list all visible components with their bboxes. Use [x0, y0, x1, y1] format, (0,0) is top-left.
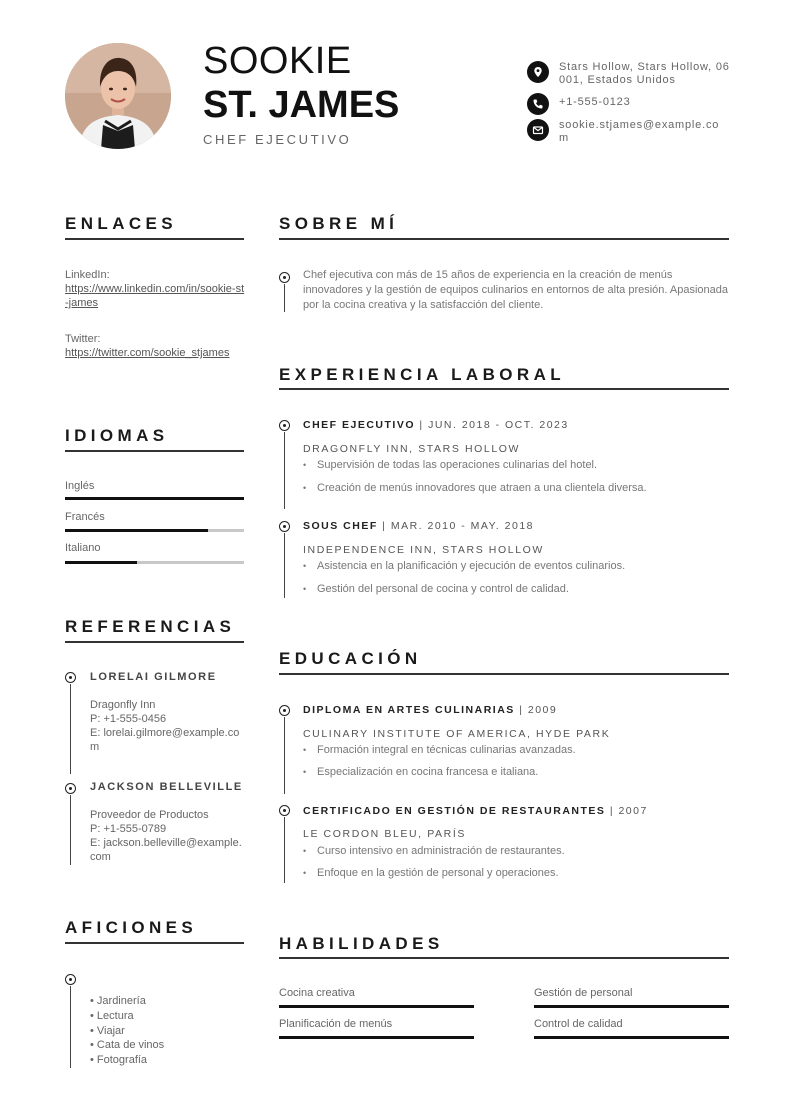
hobbies-title: AFICIONES	[65, 918, 198, 937]
experience-1-place: DRAGONFLY INN, STARS HOLLOW	[303, 443, 521, 455]
references-rule	[65, 641, 244, 643]
experience-title: EXPERIENCIA LABORAL	[279, 365, 566, 384]
reference-1-email: E: lorelai.gilmore@example.com	[90, 727, 240, 753]
hobby-item: • Viajar	[90, 1025, 125, 1037]
experience-1-line	[284, 432, 285, 509]
email-icon	[527, 119, 549, 141]
reference-2-phone: P: +1-555-0789	[90, 823, 167, 835]
hobby-item: • Lectura	[90, 1010, 134, 1022]
education-1-dates: | 2009	[514, 704, 558, 716]
skills-title: HABILIDADES	[279, 934, 444, 953]
last-name: ST. JAMES	[203, 84, 400, 126]
skill-bar	[279, 1036, 474, 1039]
linkedin-link[interactable]: https://www.linkedin.com/in/sookie-st-james	[65, 283, 245, 309]
job-title: CHEF EJECUTIVO	[203, 132, 352, 147]
experience-2-bullet: • Asistencia en la planificación y ejecución de eventos culinarios.	[303, 561, 625, 572]
skills-rule	[279, 957, 729, 959]
experience-1-role: CHEF EJECUTIVO	[303, 419, 416, 431]
experience-2-heading	[303, 521, 534, 532]
email-text: sookie.stjames@example.com	[559, 119, 720, 144]
skill-label: Control de calidad	[534, 1018, 623, 1030]
hobby-item: • Cata de vinos	[90, 1039, 165, 1051]
language-english-bar	[65, 497, 244, 500]
about-marker	[279, 272, 290, 283]
phone-icon	[527, 93, 549, 115]
reference-2-name: JACKSON BELLEVILLE	[90, 781, 243, 793]
skill-bar	[534, 1036, 729, 1039]
language-english: Inglés	[65, 480, 95, 492]
hobbies-marker	[65, 974, 76, 985]
experience-1-heading	[303, 420, 569, 431]
about-title: SOBRE MÍ	[279, 214, 399, 233]
first-name: SOOKIE	[203, 40, 352, 82]
education-1-marker	[279, 705, 290, 716]
education-2-heading	[303, 806, 648, 817]
experience-2-bullet: • Gestión del personal de cocina y control de calidad.	[303, 584, 569, 595]
reference-1-line	[70, 684, 71, 774]
reference-2-email: E: jackson.belleville@example.com	[90, 837, 242, 863]
twitter-link[interactable]: https://twitter.com/sookie_stjames	[65, 347, 230, 359]
hobbies-line	[70, 986, 71, 1068]
education-1-bullet: • Especialización en cocina francesa e italiana.	[303, 767, 538, 778]
contact-email	[527, 119, 732, 145]
education-2-bullet: • Enfoque en la gestión de personal y operaciones.	[303, 868, 559, 879]
hobby-item: • Jardinería	[90, 995, 146, 1007]
about-line	[284, 284, 285, 312]
education-1-school: CULINARY INSTITUTE OF AMERICA, HYDE PARK	[303, 728, 611, 740]
contact-phone	[527, 93, 732, 115]
skill-bar	[534, 1005, 729, 1008]
languages-rule	[65, 450, 244, 452]
language-italian-bar	[65, 561, 244, 564]
education-1-heading	[303, 705, 557, 716]
hobby-item: • Fotografía	[90, 1054, 148, 1066]
education-2-line	[284, 817, 285, 883]
address-text: Stars Hollow, Stars Hollow, 06001, Estados Unidos	[559, 61, 730, 86]
education-1-degree: DIPLOMA EN ARTES CULINARIAS	[303, 704, 515, 716]
education-2-degree: CERTIFICADO EN GESTIÓN DE RESTAURANTES	[303, 805, 606, 817]
education-2-marker	[279, 805, 290, 816]
reference-2-marker	[65, 783, 76, 794]
about-rule	[279, 238, 729, 240]
experience-1-dates: | JUN. 2018 - OCT. 2023	[415, 419, 569, 431]
chef-portrait-icon	[65, 43, 171, 149]
languages-title: IDIOMAS	[65, 426, 169, 445]
avatar	[65, 43, 171, 149]
experience-1-marker	[279, 420, 290, 431]
reference-2-line	[70, 795, 71, 865]
experience-1-bullet: • Supervisión de todas las operaciones culinarias del hotel.	[303, 460, 597, 471]
education-1-bullet: • Formación integral en técnicas culinarias avanzadas.	[303, 745, 576, 756]
reference-1-marker	[65, 672, 76, 683]
skill-label: Gestión de personal	[534, 987, 633, 999]
links-rule	[65, 238, 244, 240]
reference-1-phone: P: +1-555-0456	[90, 713, 167, 725]
location-pin-icon	[527, 61, 549, 83]
skill-label: Cocina creativa	[279, 987, 355, 999]
language-italian: Italiano	[65, 542, 101, 554]
links-title: ENLACES	[65, 214, 178, 233]
twitter-label: Twitter:	[65, 333, 101, 345]
reference-1-name: LORELAI GILMORE	[90, 671, 217, 683]
language-french: Francés	[65, 511, 105, 523]
skill-label: Planificación de menús	[279, 1018, 393, 1030]
education-2-school: LE CORDON BLEU, PARÍS	[303, 828, 466, 840]
reference-2-company: Proveedor de Productos	[90, 809, 209, 821]
linkedin-label: LinkedIn:	[65, 269, 110, 281]
experience-2-marker	[279, 521, 290, 532]
experience-1-bullet: • Creación de menús innovadores que atraen a una clientela diversa.	[303, 483, 647, 494]
reference-1-company: Dragonfly Inn	[90, 699, 156, 711]
experience-2-role: SOUS CHEF	[303, 520, 378, 532]
about-text: Chef ejecutiva con más de 15 años de experiencia en la creación de menús innovadores y la gestión de equipos culinarios en entornos de alta presión. Apasionada por la cocina creativa y la satisfacción del cliente.	[303, 269, 729, 311]
experience-2-place: INDEPENDENCE INN, STARS HOLLOW	[303, 544, 544, 556]
skill-bar	[279, 1005, 474, 1008]
education-title: EDUCACIÓN	[279, 649, 422, 668]
education-1-line	[284, 717, 285, 794]
contact-address	[527, 61, 732, 87]
experience-2-line	[284, 533, 285, 598]
references-title: REFERENCIAS	[65, 617, 236, 636]
education-2-bullet: • Curso intensivo en administración de restaurantes.	[303, 846, 565, 857]
phone-text: +1-555-0123	[559, 96, 631, 108]
education-2-dates: | 2007	[605, 805, 648, 817]
education-rule	[279, 673, 729, 675]
experience-2-dates: | MAR. 2010 - MAY. 2018	[377, 520, 534, 532]
experience-rule	[279, 388, 729, 390]
hobbies-rule	[65, 942, 244, 944]
language-french-bar	[65, 529, 244, 532]
